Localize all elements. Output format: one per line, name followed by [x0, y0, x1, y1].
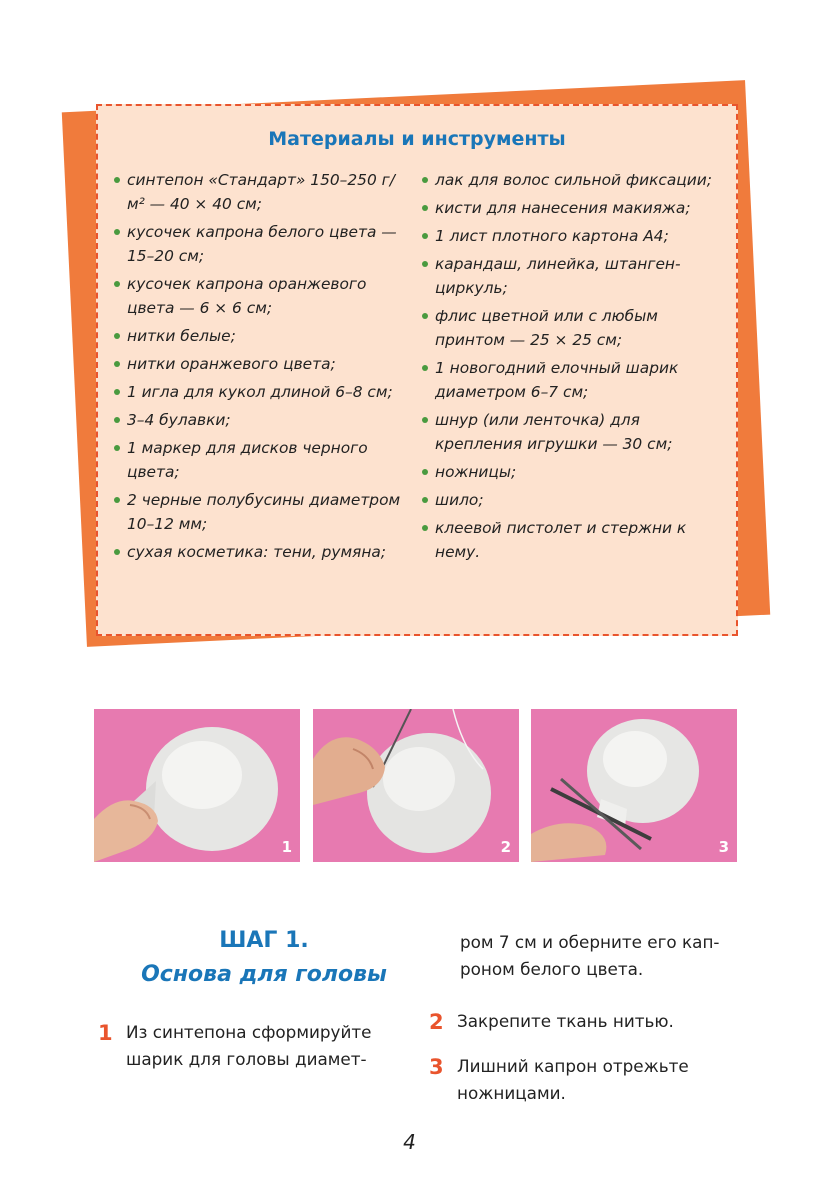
material-item: 1 новогодний елочный шарик диаметром 6–7 см;	[420, 356, 718, 404]
step-photo-1	[94, 709, 300, 862]
step-subtitle: Основа для головы	[141, 962, 387, 987]
material-item: клеевой пистолет и стержни к нему.	[420, 516, 718, 564]
instruction-step-1	[98, 1019, 398, 1079]
materials-card	[96, 104, 738, 636]
photo-number: 3	[718, 838, 729, 856]
step-photo-2	[313, 709, 519, 862]
step-title: ШАГ 1.	[219, 928, 309, 953]
materials-title: Материалы и инструменты	[268, 128, 566, 150]
material-item: шило;	[420, 488, 718, 512]
material-item: 1 лист плотного картона А4;	[420, 224, 718, 248]
material-item: кисти для нанесения макияжа;	[420, 196, 718, 220]
step-text: Из синтепона сформируйте шарик для головы диамет-	[126, 1022, 372, 1069]
material-item: шнур (или ленточка) для крепления игрушки — 30 см;	[420, 408, 718, 456]
material-item: кусочек капрона оранжевого цвета — 6 × 6 см;	[112, 272, 410, 320]
material-item: флис цветной или с любым принтом — 25 × 25 см;	[420, 304, 718, 352]
material-item: ножницы;	[420, 460, 718, 484]
materials-list-right	[420, 168, 718, 568]
photo-number: 2	[500, 838, 511, 856]
instruction-step-3	[429, 1053, 749, 1113]
instruction-step-2	[429, 1008, 749, 1038]
photo-number: 1	[281, 838, 292, 856]
material-item: сухая косметика: тени, румяна;	[112, 540, 410, 564]
material-item: карандаш, линейка, штанген-циркуль;	[420, 252, 718, 300]
material-item: 1 игла для кукол длиной 6–8 см;	[112, 380, 410, 404]
step-photo-3	[531, 709, 737, 862]
material-item: 1 маркер для дисков черного цвета;	[112, 436, 410, 484]
step-text-continuation: ром 7 см и оберните его кап-роном белого цвета.	[460, 932, 720, 979]
materials-list-left	[112, 168, 410, 568]
fiber-ball-illustration	[94, 709, 300, 862]
page-number: 4	[403, 1130, 416, 1154]
step-number: 1	[98, 1021, 113, 1045]
step-number: 3	[429, 1055, 444, 1079]
step-text: Закрепите ткань нитью.	[457, 1011, 674, 1031]
wrapped-ball-illustration	[313, 709, 519, 862]
material-item: кусочек капрона белого цвета — 15–20 см;	[112, 220, 410, 268]
material-item: нитки оранжевого цвета;	[112, 352, 410, 376]
scissors-illustration	[531, 709, 737, 862]
step-number: 2	[429, 1010, 444, 1034]
material-item: лак для волос сильной фиксации;	[420, 168, 718, 192]
material-item: синтепон «Стандарт» 150–250 г/м² — 40 × 40 см;	[112, 168, 410, 216]
material-item: 3–4 булавки;	[112, 408, 410, 432]
material-item: 2 черные полубусины диаметром 10–12 мм;	[112, 488, 410, 536]
material-item: нитки белые;	[112, 324, 410, 348]
step-text: Лишний капрон отрежьте ножницами.	[457, 1056, 689, 1103]
